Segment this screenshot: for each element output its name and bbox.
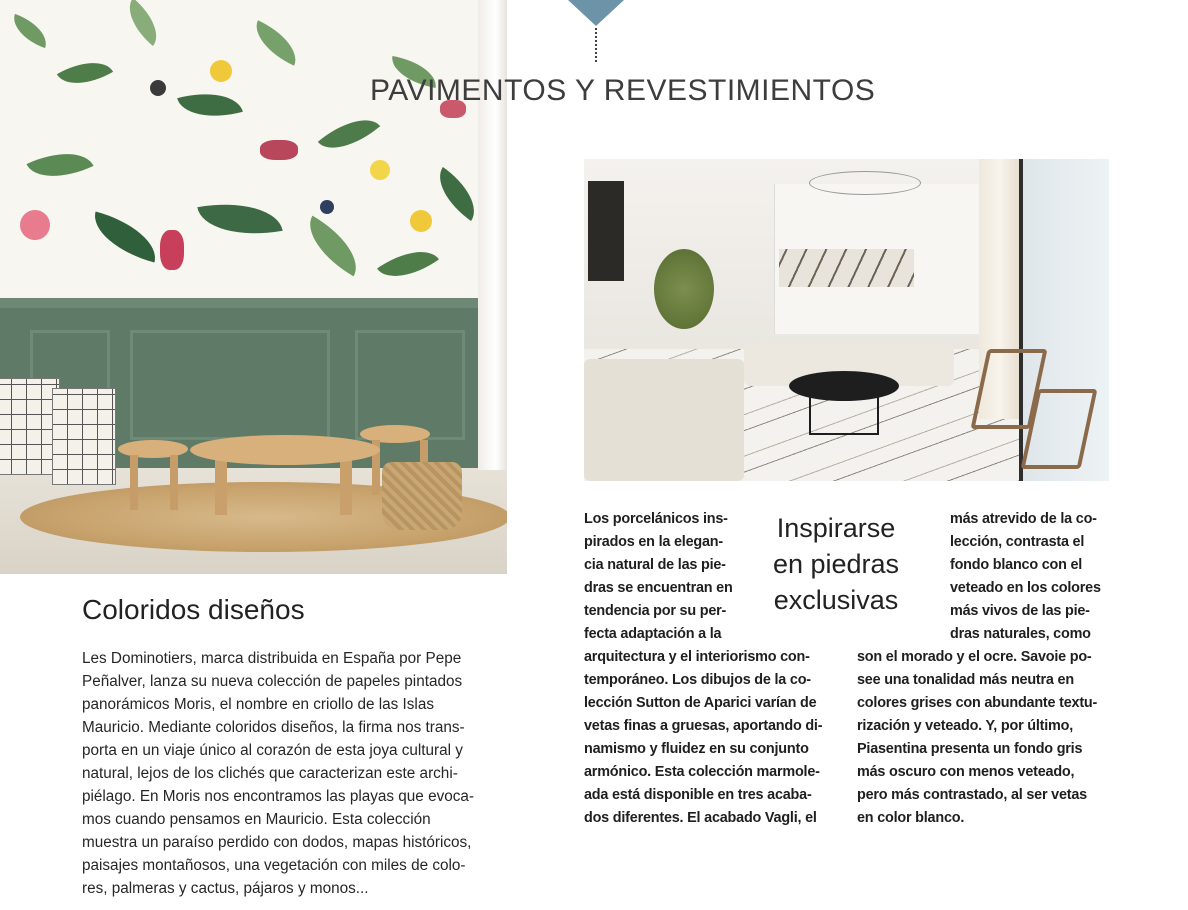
marble-backsplash bbox=[779, 249, 914, 287]
curtain bbox=[478, 0, 507, 470]
triangle-ornament-icon bbox=[568, 0, 624, 26]
article-subtitle: Coloridos diseños bbox=[82, 594, 305, 625]
article-column-c: más atrevido de la co- lección, contrasta el fondo blanco con el veteado en los colores más vivos de las pie- dras naturales, como bbox=[950, 511, 1101, 642]
storage-basket bbox=[52, 388, 116, 485]
article-column-b: arquitectura y el interiorismo con- temporáneo. Los dibujos de la co- lección Sutton de Aparici varían de vetas finas a gruesas, aportando di- namismo y fluidez en su conjunto armónico. Esta colección marmole- ada está disponible en tres acaba- dos diferentes. El acabado Vagli, el bbox=[584, 649, 823, 826]
living-room-photo bbox=[584, 159, 1109, 481]
coffee-table bbox=[789, 371, 899, 401]
section-title: PAVIMENTOS Y REVESTIMIENTOS bbox=[370, 74, 876, 107]
dotted-line bbox=[595, 28, 597, 62]
floral-wallpaper bbox=[0, 0, 507, 305]
sofa bbox=[584, 359, 744, 481]
pendant-lamp bbox=[809, 171, 921, 195]
article-column-a: Los porcelánicos ins- pirados en la elegan- cia natural de las pie- dras se encuentran en tendencia por su per- fecta adaptación a la bbox=[584, 511, 733, 642]
woven-basket bbox=[382, 462, 462, 530]
kids-table bbox=[190, 435, 380, 465]
olive-tree bbox=[654, 249, 714, 329]
article-body-left: Les Dominotiers, marca distribuida en España por Pepe Peñalver, lanza su nueva colección de papeles pintados panorámicos Moris, el nombre en criollo de las Islas Mauricio. Mediante coloridos diseños, la firma nos trans- porta en un viaje único al corazón de esta joya cultural y natural, lejos de los clichés que caracterizan este archi- piélago. En Moris nos encontramos las playas que evoca- mos cuando pensamos en Mauricio. Esta colección muestra un paraíso perdido con dodos, mapas históricos, paisajes montañosos, una vegetación con miles de colo- res, palmeras y cactus, pájaros y monos... bbox=[82, 650, 474, 897]
pull-quote: Inspirarse en piedras exclusivas bbox=[772, 513, 900, 615]
wall-art bbox=[588, 181, 624, 281]
article-column-d: son el morado y el ocre. Savoie po- see una tonalidad más neutra en colores grises con abundante textu- rización y veteado. Y, por último, Piasentina presenta un fondo gris más oscuro con menos veteado, pero más contrastado, al ser vetas en color blanco. bbox=[857, 649, 1098, 826]
storage-basket bbox=[0, 378, 60, 475]
